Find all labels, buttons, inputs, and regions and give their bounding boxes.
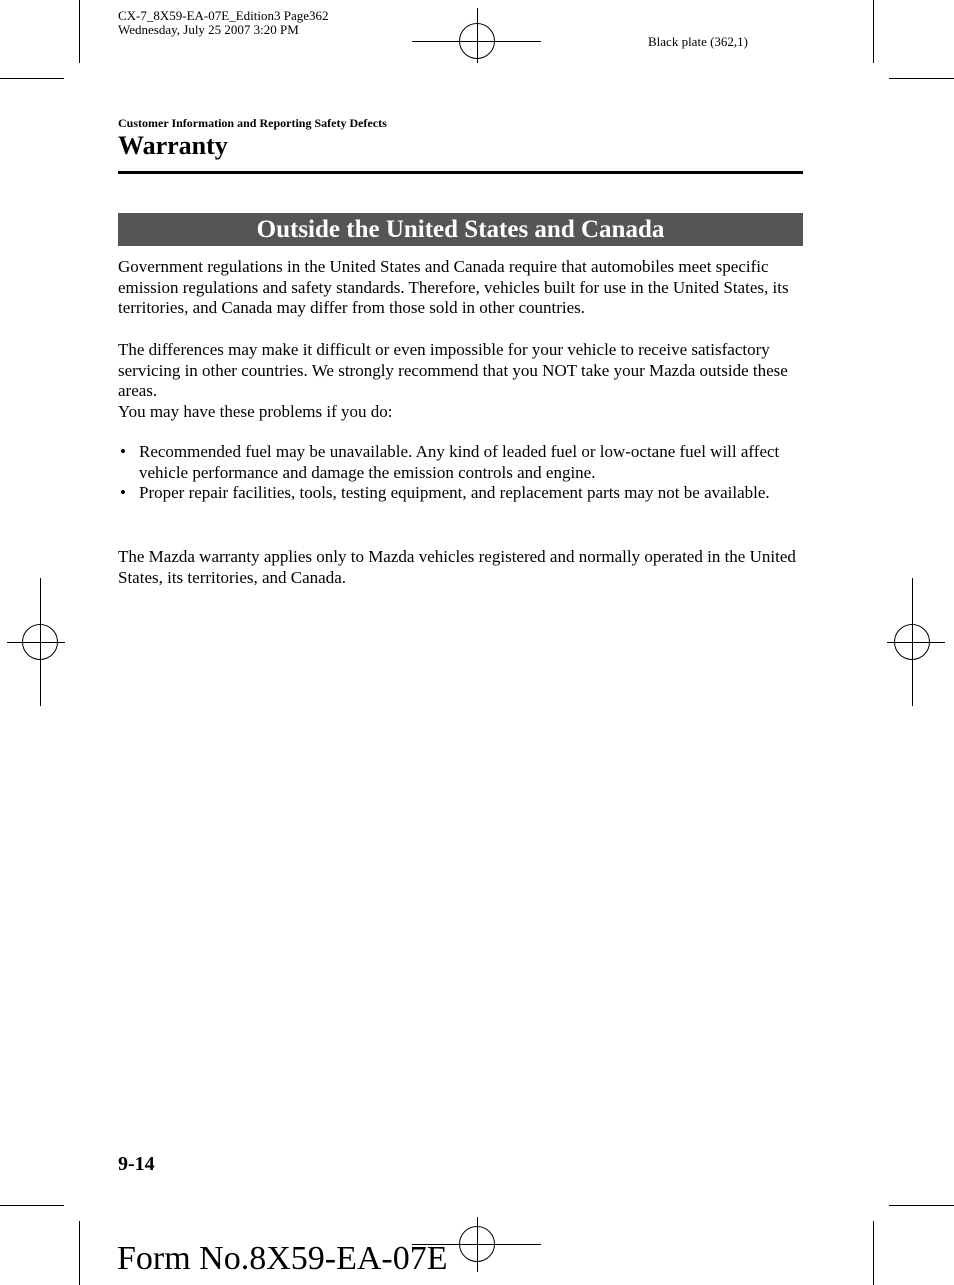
paragraph-1-text: Government regulations in the United States and Canada require that automobiles meet specific emission regulations and safety standards. Therefore, vehicles built for use in the United States, its territories, and Canada may differ from those sold in other countries. [118,257,789,318]
slug-line-1: CX-7_8X59-EA-07E_Edition3 Page362 [118,8,329,23]
section-banner: Outside the United States and Canada [118,213,803,246]
bullet-icon: • [120,442,126,461]
list-item [118,483,808,504]
section-label: Customer Information and Reporting Safety Defects [118,116,387,130]
problem-list [118,442,808,504]
paragraph-2-text: The differences may make it difficult or even impossible for your vehicle to receive satisfactory servicing in other countries. We strongly recommend that you NOT take your Mazda outside these areas. [118,340,788,401]
list-item-text: Proper repair facilities, tools, testing equipment, and replacement parts may not be available. [139,483,770,503]
page-number: 9-14 [118,1153,155,1175]
paragraph-3-text: You may have these problems if you do: [118,402,393,422]
paragraph-4-text: The Mazda warranty applies only to Mazda vehicles registered and normally operated in the United States, its territories, and Canada. [118,547,796,587]
plate-label: Black plate (362,1) [648,34,748,49]
list-item-text: Recommended fuel may be unavailable. Any kind of leaded fuel or low-octane fuel will affect vehicle performance and damage the emission controls and engine. [139,442,780,482]
slug-line-2: Wednesday, July 25 2007 3:20 PM [118,22,299,37]
paragraph-1 [118,257,808,319]
title-rule [118,171,803,174]
form-number: Form No.8X59-EA-07E [117,1240,448,1277]
bullet-icon: • [120,483,126,503]
paragraph-2 [118,340,808,423]
chapter-title: Warranty [118,131,228,160]
list-item [118,442,808,483]
paragraph-4 [118,547,808,588]
